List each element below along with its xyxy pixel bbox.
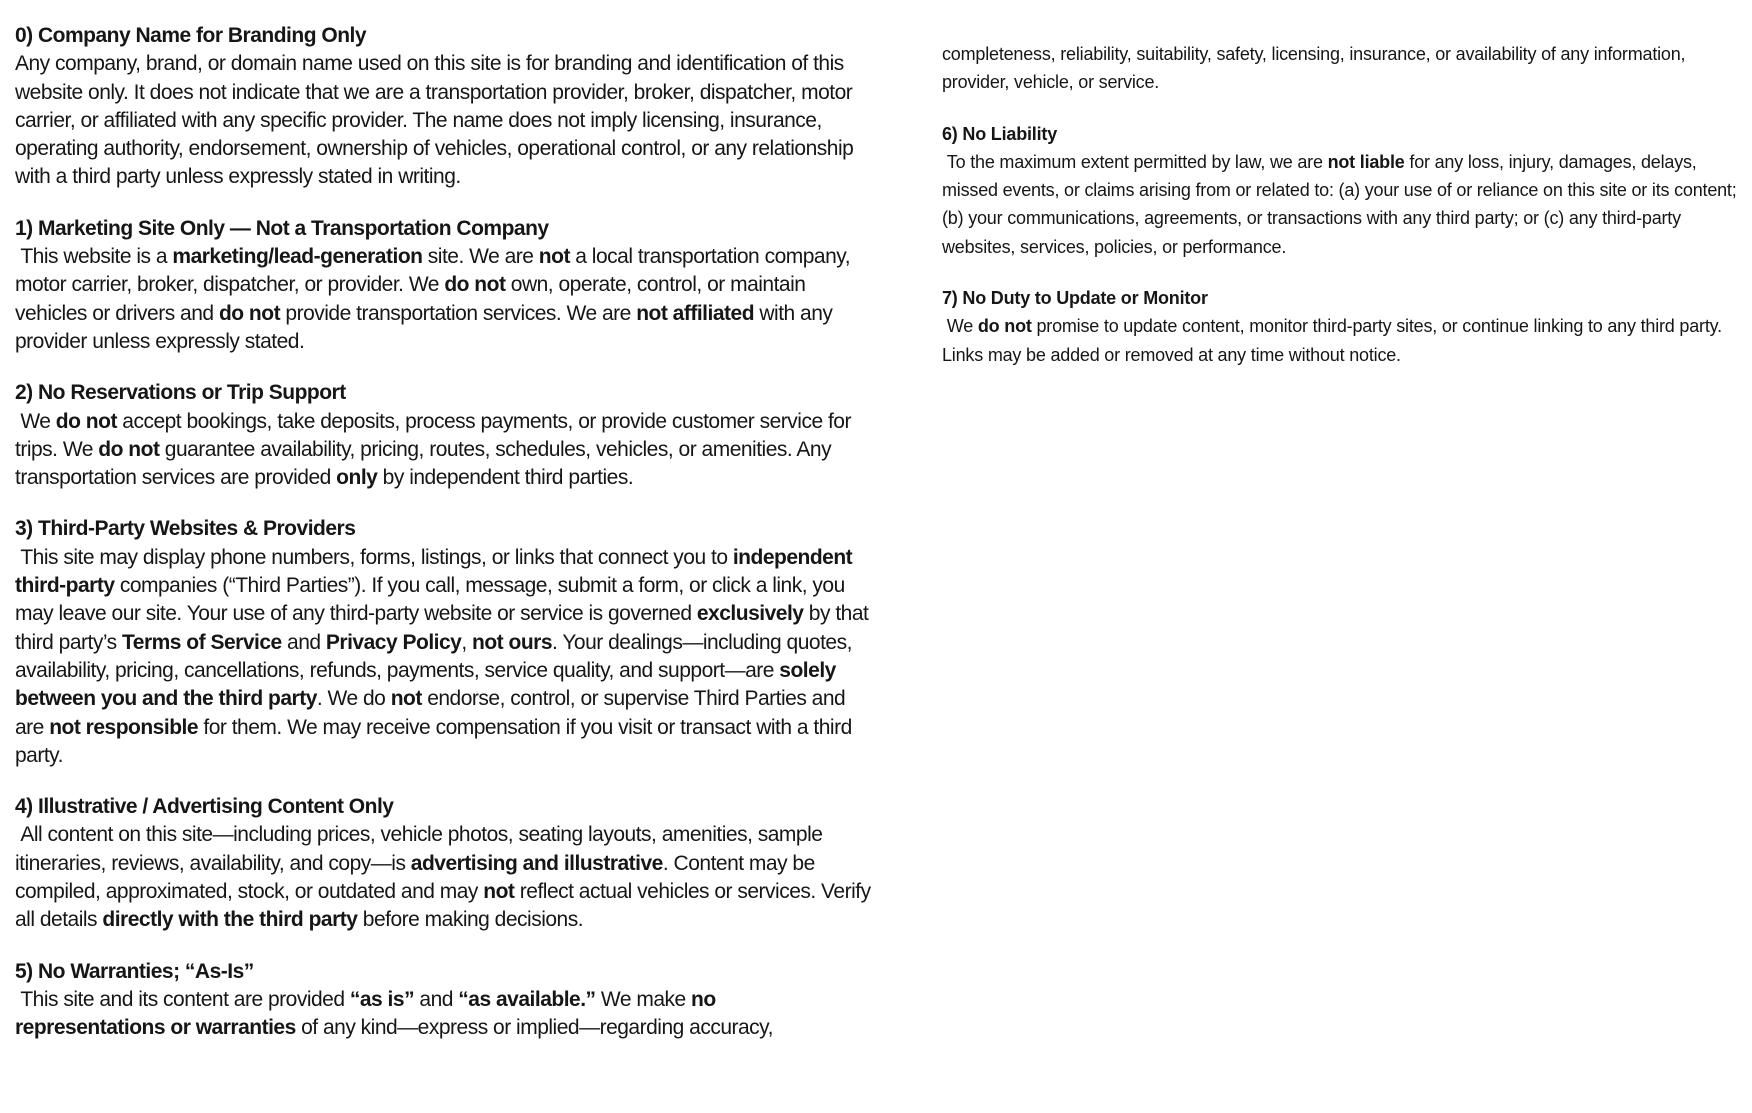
section-body: We do not accept bookings, take deposits, process payments, or provide customer service for trips. We do not guarantee availability, pricing, routes, schedules, vehicles, or amenities. Any transportation services are provided only by independent third parties.	[15, 409, 851, 490]
section	[15, 515, 871, 770]
section	[942, 40, 1748, 97]
section-heading: 3) Third-Party Websites & Providers	[15, 517, 356, 541]
section-heading: 4) Illustrative / Advertising Content Only	[15, 795, 394, 819]
section	[15, 793, 871, 934]
section	[942, 120, 1748, 261]
section-heading: 7) No Duty to Update or Monitor	[942, 288, 1208, 309]
section-heading: 5) No Warranties; “As-Is”	[15, 959, 254, 983]
column-right	[942, 40, 1748, 392]
section	[15, 379, 871, 492]
section	[15, 215, 871, 356]
section-body: We do not promise to update content, monitor third-party sites, or continue linking to any third party. Links may be added or removed at any time without notice.	[942, 316, 1722, 365]
section-body: To the maximum extent permitted by law, we are not liable for any loss, injury, damages, delays, missed events, or claims arising from or related to: (a) your use of or reliance on this site or its content; (b) your communications, agreements, or transactions with any third party; or (c) any third-party websites, services, policies, or performance.	[942, 151, 1737, 257]
section	[15, 22, 871, 192]
section-heading: 6) No Liability	[942, 123, 1058, 144]
section-body: This website is a marketing/lead-generation site. We are not a local transportation company, motor carrier, broker, dispatcher, or provider. We do not own, operate, control, or maintain vehicles or drivers and do not provide transportation services. We are not affiliated with any provider unless expressly stated.	[15, 245, 851, 353]
section	[942, 284, 1748, 369]
section-heading: 2) No Reservations or Trip Support	[15, 381, 346, 405]
column-left	[15, 22, 871, 1066]
section-body: This site and its content are provided “as is” and “as available.” We make no representations or warranties of any kind—express or implied—regarding accuracy,	[15, 987, 773, 1040]
section-heading: 1) Marketing Site Only — Not a Transportation Company	[15, 216, 549, 240]
section-heading: 0) Company Name for Branding Only	[15, 24, 367, 47]
section	[15, 958, 871, 1043]
section-body: completeness, reliability, suitability, safety, licensing, insurance, or availability of any information, provider, vehicle, or service.	[942, 44, 1686, 93]
section-body: Any company, brand, or domain name used on this site is for branding and identification of this website only. It does not indicate that we are a transportation provider, broker, dispatcher, motor carrier, or affiliated with any specific provider. The name does not imply licensing, insurance, operating authority, endorsement, ownership of vehicles, operational control, or any relationship with a third party unless expressly stated in writing.	[15, 52, 854, 189]
section-body: This site may display phone numbers, forms, listings, or links that connect you to independent third-party companies (“Third Parties”). If you call, message, submit a form, or click a link, you may leave our site. Your use of any third-party website or service is governed exclusively by that third party’s Terms of Service and Privacy Policy, not ours. Your dealings—including quotes, availability, pricing, cancellations, refunds, payments, service quality, and support—are solely between you and the third party. We do not endorse, control, or supervise Third Parties and are not responsible for them. We may receive compensation if you visit or transact with a third party.	[15, 545, 869, 767]
section-body: All content on this site—including prices, vehicle photos, seating layouts, amenities, sample itineraries, reviews, availability, and copy—is advertising and illustrative. Content may be compiled, approximated, stock, or outdated and may not reflect actual vehicles or services. Verify all details directly with the third party before making decisions.	[15, 823, 871, 932]
